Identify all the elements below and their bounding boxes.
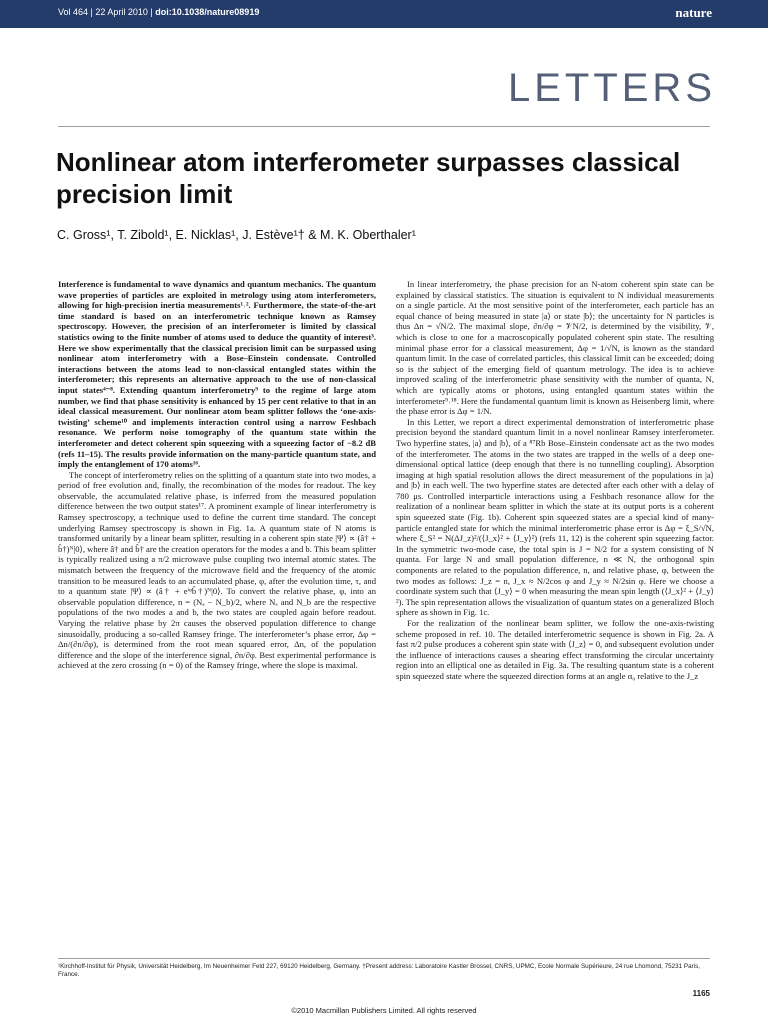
body-paragraph: The concept of interferometry relies on the splitting of a quantum state into two modes, a period of free evolution and, finally, the recombination of the modes for readout. The key observable, the accumulated relative phase, is inferred from the measured population difference between the two output states¹⁷. A prominent example of linear interferometry is Ramsey spectroscopy, a technique used to define the current time standard. The concept underlying Ramsey spectroscopy is shown in Fig. 1a. A quantum state of N atoms is transformed unitarily by a linear beam splitter, resulting in a coherent spin state |Ψ⟩ ∝ (â† + b̂†)ᴺ|0⟩, where â† and b̂† are the creation operators for the modes a and b. This beam splitter is typically realized using a π/2 microwave pulse coupling two internal atomic states. The mismatch between the frequency of the microwave field and the frequency of the atomic transition to be measured leads to an accumulated phase, φ, after the evolution time, τ, and to a quantum state |Ψ⟩ ∝ (â† + eⁱᵠb̂†)ᴺ|0⟩. To convert the relative phase, φ, into an observable population difference, n = (Nₐ − N_b)/2, where Nₐ and N_b are the respective populations of the two modes a and b, the two states are coupled again before readout. Varying the relative phase by 2π causes the observed population difference to change sinusoidally, producing a so-called Ramsey fringe. The interferometer’s phase error, Δφ = Δn/(∂n/∂φ), is determined from the root mean squared error, Δn, of the population difference and the slope of the interference signal, ∂n/∂φ. Best experimental performance is achieved at the zero crossing (n = 0) of the Ramsey fringe, where the slope is maximal. xyxy=(58,469,376,671)
journal-header-bar xyxy=(0,0,768,28)
author-list: C. Gross¹, T. Zibold¹, E. Nicklas¹, J. Estève¹† & M. K. Oberthaler¹ xyxy=(57,228,416,242)
affiliation-footnote: ¹Kirchhoff-Institut für Physik, Universität Heidelberg, Im Neuenheimer Feld 227, 69120 Heidelberg, Germany. †Present address: Laboratoire Kastler Brossel, CNRS, UPMC, Ecole Normale Supérieure, 24 rue Lhomond, 75231 Paris, France. xyxy=(58,963,701,978)
abstract: Interference is fundamental to wave dynamics and quantum mechanics. The quantum wave properties of particles are exploited in metrology using atom interferometers, allowing for high-precision inertia measurements¹˒². Furthermore, the state-of-the-art time standard is based on an interferometric technique known as Ramsey spectroscopy. However, the precision of an interferometer is limited by classical statistics owing to the finite number of atoms used to deduce the quantity of interest³. Here we show experimentally that the classical precision limit can be surpassed using nonlinear atom interferometry with a Bose–Einstein condensate. Controlled interactions between the atoms lead to non-classical entangled states within the interferometer; this represents an alternative approach to the use of non-classical input states⁴⁻⁸. Extending quantum interferometry⁹ to the regime of large atom number, we find that phase sensitivity is enhanced by 15 per cent relative to that in an ideal classical measurement. Our nonlinear atom beam splitter follows the ‘one-axis-twisting’ scheme¹⁰ and implements interaction control using a narrow Feshbach resonance. We perform noise tomography of the quantum state within the interferometer and detect coherent spin squeezing with a squeezing factor of −8.2 dB (refs 11–15). The results provide information on the many-particle quantum state, and imply the entanglement of 170 atoms¹⁶. xyxy=(58,279,376,470)
right-column xyxy=(396,279,714,682)
header-divider xyxy=(58,126,710,127)
copyright-notice: ©2010 Macmillan Publishers Limited. All rights reserved xyxy=(291,1006,477,1015)
doi-link[interactable]: doi:10.1038/nature08919 xyxy=(155,7,260,17)
issue-date: 22 April 2010 xyxy=(95,7,148,17)
journal-logo: nature xyxy=(675,5,712,20)
section-label: LETTERS xyxy=(507,66,716,110)
body-paragraph: For the realization of the nonlinear beam splitter, we follow the one-axis-twisting scheme proposed in ref. 10. The detailed interferometric sequence is shown in Fig. 2a. A fast π/2 pulse produces a coherent spin state with ⟨J_z⟩ = 0, and subsequent evolution under the influence of interactions causes a shearing effect transforming the circular uncertainty region into an elliptical one as detailed in Fig. 3a. The resulting quantum state is a coherent spin squeezed state where the squeezed direction forms at an angle α₀ relative to the J_z xyxy=(396,618,714,681)
left-column xyxy=(58,279,376,671)
body-paragraph: In linear interferometry, the phase precision for an N-atom coherent spin state can be explained by classical statistics. The situation is equivalent to N individual measurements on a single particle. At the most sensitive point of the interferometer, each particle has an equal chance of being measured in state |a⟩ or state |b⟩; the uncertainty for N particles is thus Δn = √N/2. The maximal slope, ∂n/∂φ = 𝒱N/2, is determined by the visibility, 𝒱, which is close to one for a macroscopically populated coherent spin state. The resulting minimal phase error for a classical measurement, Δφ = 1/√N, is known as the standard quantum limit. In the case of correlated particles, this classical limit can be exceeded; doing so is the subject of the emerging field of quantum metrology. The idea is to achieve improved scaling of the interferometric phase sensitivity with the number of quanta, N, which are typically atoms or photons, using entangled quantum states within the interferometer⁹˒¹⁸. Here the fundamental quantum limit is known as Heisenberg limit, where the phase error is Δφ = 1/N. xyxy=(396,279,714,417)
page-number: 1165 xyxy=(692,989,710,998)
issue-metadata: Vol 464 | 22 April 2010 | doi:10.1038/nature08919 xyxy=(58,7,260,17)
volume: Vol 464 xyxy=(58,7,89,17)
footnote-divider xyxy=(58,958,710,959)
article-title: Nonlinear atom interferometer surpasses classical precision limit xyxy=(56,147,681,209)
body-paragraph: In this Letter, we report a direct experimental demonstration of interferometric phase precision beyond the standard quantum limit in a novel nonlinear Ramsey interferometer. Two hyperfine states, |a⟩ and |b⟩, of a ⁸⁷Rb Bose–Einstein condensate act as the two modes of the interferometer. The atoms in the two states are trapped in the wells of a deep one-dimensional optical lattice (deep enough that there is no tunnelling coupling). Absorption imaging at high spatial resolution allows the direct measurement of the populations in |a⟩ and |b⟩ in each well. The two hyperfine states are detected after each other with a delay of 780 μs. Controlled interparticle interactions using a Feshbach resonance allow for the realization of a nonlinear beam splitter in which the state at its output ports is a coherent spin squeezed state (Fig. 1b). Coherent spin squeezed states are a special kind of many-particle entangled state for which the minimal interferometric phase error is Δφ = ξ_S/√N, where ξ_S² = N(ΔJ_z)²/(⟨J_x⟩² + ⟨J_y⟩²) (refs 11, 12) is the coherent spin squeezing factor. In the symmetric two-mode case, the total spin is J = N/2 for a system consisting of N quanta. For large N and small population difference, n ≪ N, the orthogonal spin components are related to the population difference, n, and relative phase, φ, between the two modes as follows: J_z = n, J_x ≈ N/2cos φ and J_y ≈ N/2sin φ. Here we choose a coordinate system such that ⟨J_y⟩ = 0 when measuring the mean spin length (⟨J_x⟩² + ⟨J_y⟩²). The spin representation allows the visualization of quantum states on a generalized Bloch sphere as shown in Fig. 1c. xyxy=(396,416,714,618)
